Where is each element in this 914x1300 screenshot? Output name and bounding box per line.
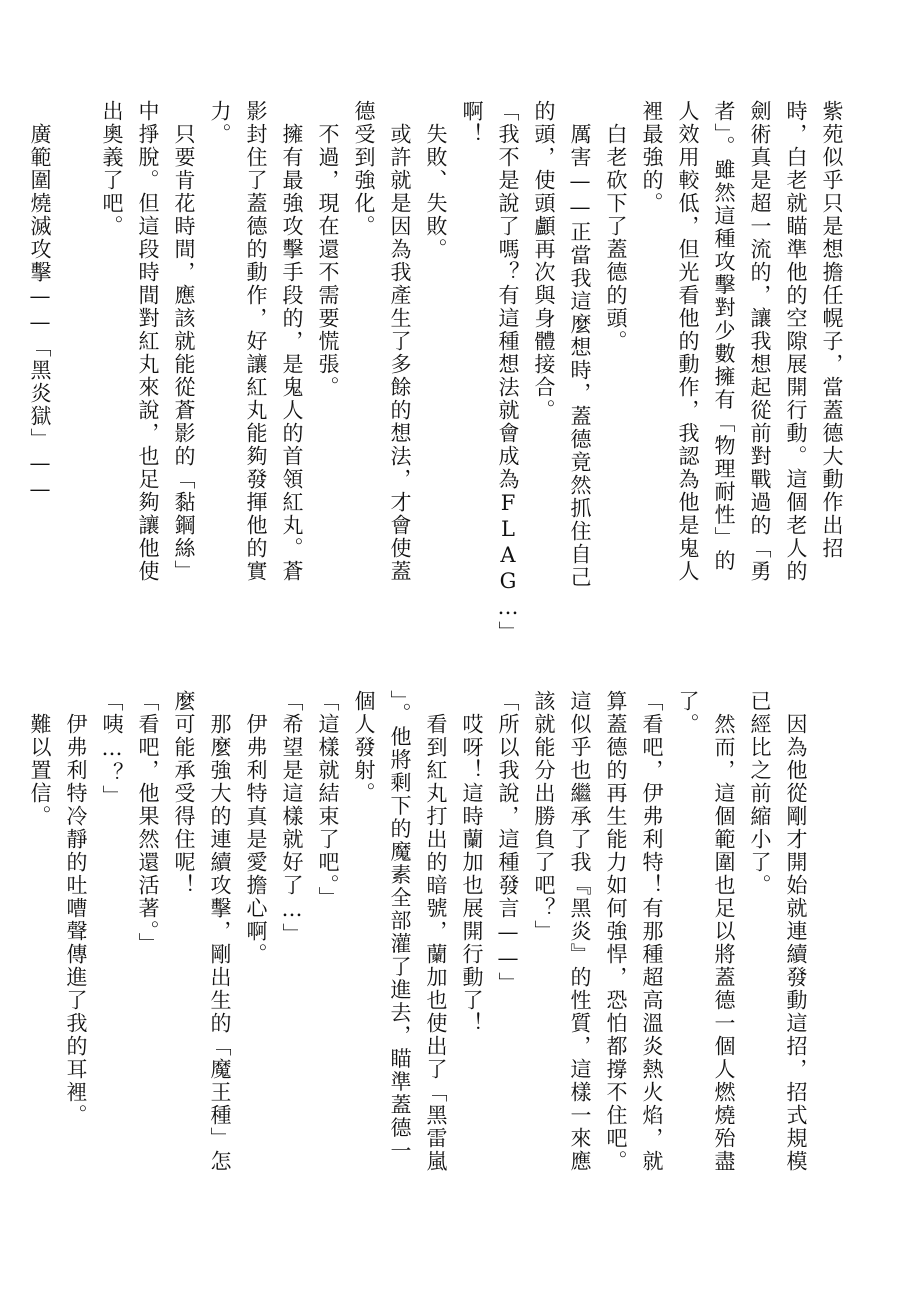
text-column: 時，白老就瞄準他的空隙展開行動。這個老人的: [784, 100, 808, 583]
text-column: 」。他將剩下的魔素全部灌了進去，瞄準蓋德一: [388, 690, 412, 1163]
text-column: 「我不是說了嗎？有這種想法就會成為FLAG…」: [496, 100, 520, 644]
text-column: 伊弗利特真是愛擔心啊。: [244, 690, 268, 966]
text-column: 因為他從剛才開始就連續發動這招，招式規模: [784, 690, 808, 1173]
text-column: 只要肯花時間，應該就能從蒼影的「黏鋼絲」: [172, 100, 196, 583]
text-column: 擁有最強攻擊手段的，是鬼人的首領紅丸。蒼: [280, 100, 304, 583]
text-column: 力。: [208, 100, 232, 146]
text-column: 「看吧，伊弗利特！有那種超高溫炎熱火焰，就: [640, 690, 664, 1173]
text-column: 該就能分出勝負了吧？」: [532, 690, 556, 943]
text-column: 哎呀！這時蘭加也展開行動了！: [460, 690, 484, 1035]
text-column: 「所以我說，這種發言——」: [496, 690, 520, 995]
text-column: 「咦…？」: [100, 690, 124, 808]
text-column: 啊！: [460, 100, 484, 146]
text-column: 然而，這個範圍也足以將蓋德一個人燃燒殆盡: [712, 690, 736, 1173]
text-column: 那麼強大的連續攻擊，剛出生的「魔王種」怎: [208, 690, 232, 1173]
text-column: 已經比之前縮小了。: [748, 690, 772, 897]
lower-text-block: [22, 690, 814, 1250]
text-column: 不過，現在還不需要慌張。: [316, 100, 340, 399]
text-column: 「看吧，他果然還活著。」: [136, 690, 160, 956]
text-column: 「這樣就結束了吧。」: [316, 690, 340, 910]
text-column: 個人發射。: [352, 690, 376, 805]
upper-text-block: [22, 100, 850, 680]
text-column: 這似乎也繼承了我『黑炎』的性質，這樣一來應: [568, 690, 592, 1173]
text-column: 裡最強的。: [640, 100, 664, 215]
text-column: 紫苑似乎只是想擔任幌子，當蓋德大動作出招: [820, 100, 844, 560]
text-column: 算蓋德的再生能力如何強悍，恐怕都撐不住吧。: [604, 690, 628, 1173]
text-column: 難以置信。: [28, 690, 52, 828]
text-column: 人效用較低，但光看他的動作，我認為他是鬼人: [676, 100, 700, 583]
text-column: 看到紅丸打出的暗號，蘭加也使出了「黑雷嵐: [424, 690, 448, 1173]
text-column: 德受到強化。: [352, 100, 376, 238]
text-column: 白老砍下了蓋德的頭。: [604, 100, 628, 353]
text-column: 出奧義了吧。: [100, 100, 124, 238]
text-column: 者」。雖然這種攻擊對少數擁有「物理耐性」的: [712, 100, 736, 573]
text-column: 「希望是這樣就好了…」: [280, 690, 304, 946]
text-column: 或許就是因為我產生了多餘的想法，才會使蓋: [388, 100, 412, 583]
text-column: 失敗、失敗。: [424, 100, 448, 261]
text-column: 劍術真是超一流的，讓我想起從前對戰過的「勇: [748, 100, 772, 583]
text-column: 伊弗利特冷靜的吐嘈聲傳進了我的耳裡。: [64, 690, 88, 1127]
text-column-spacer: [58, 100, 94, 680]
text-column: 的頭，使頭顱再次與身體接合。: [532, 100, 556, 422]
text-column: 了。: [676, 690, 700, 736]
text-column: 厲害——正當我這麼想時，蓋德竟然抓住自己: [568, 100, 592, 589]
text-column: 麼可能承受得住呢！: [172, 690, 196, 897]
text-column: 中掙脫。但這段時間對紅丸來說，也足夠讓他使: [136, 100, 160, 583]
text-column: 廣範圍燒滅攻擊——「黑炎獄」——: [28, 100, 52, 503]
text-column: 影封住了蓋德的動作，好讓紅丸能夠發揮他的實: [244, 100, 268, 583]
